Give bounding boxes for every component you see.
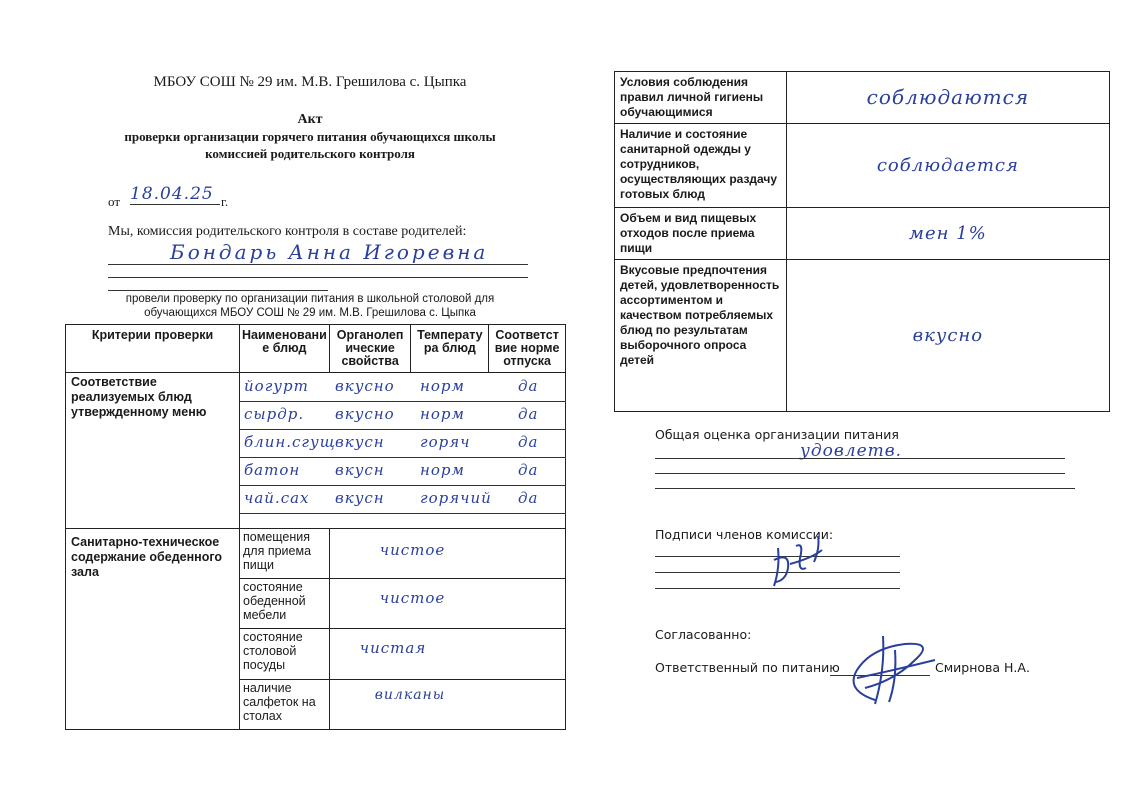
dish-temp: горячий (420, 489, 492, 507)
condition-row (615, 260, 1110, 412)
col-organoleptic: Органолеп ические свойства (329, 325, 411, 373)
responsible-label: Ответственный по питанию (655, 660, 840, 675)
col-temperature: Температу ра блюд (411, 325, 489, 373)
dish-row (240, 491, 566, 514)
overall-line-3 (655, 488, 1075, 489)
overall-value: удовлетв. (800, 441, 903, 461)
overall-line-1 (655, 458, 1065, 459)
dish-taste: вкусн (335, 461, 385, 479)
dish-norm: да (518, 377, 539, 395)
dish-norm: да (518, 405, 539, 423)
date-suffix: г. (221, 194, 229, 209)
act-subtitle-1: проверки организации горячего питания обучающихся школы (124, 129, 496, 144)
dish-name: йогурт (244, 377, 309, 395)
dish-row (240, 463, 566, 486)
condition-value: вкусно (786, 260, 1109, 412)
dish-temp: горяч (420, 433, 471, 451)
col-dish-name: Наименовани е блюд (240, 325, 330, 373)
dish-norm: да (518, 489, 539, 507)
col-norm: Соответст вие норме отпуска (489, 325, 566, 373)
date-prefix: от (108, 194, 121, 209)
sanitary-value: чистое (329, 529, 565, 579)
sanitary-label: состояние столовой посуды (240, 629, 330, 680)
dish-taste: вкусн (335, 489, 385, 507)
dish-taste: вкусн (335, 433, 385, 451)
condition-value: соблюдается (786, 124, 1109, 208)
dish-temp: норм (420, 461, 465, 479)
sanitary-label: помещения для приема пищи (240, 529, 330, 579)
check-text-2: обучающихся МБОУ СОШ № 29 им. М.В. Грешилова с. Цыпка (144, 307, 476, 319)
sanitary-label: состояние обеденной мебели (240, 579, 330, 629)
condition-row (615, 208, 1110, 260)
dish-row (240, 407, 566, 430)
member-line-1 (108, 264, 528, 265)
member-name-handwritten: Бондарь Анна Игоревна (170, 240, 489, 264)
dishes-cell (240, 373, 566, 529)
condition-label: Наличие и состояние санитарной одежды у сотрудников, осуществляющих раздачу готовых блюд (615, 124, 787, 208)
sanitary-row (66, 529, 566, 579)
member-line-2 (108, 277, 528, 278)
criterion-sanitary: Санитарно-техническое содержание обеденного зала (66, 529, 240, 730)
condition-label: Вкусовые предпочтения детей, удовлетворенность ассортиментом и качеством потребляемых блюд по результатам выборочного опроса детей (615, 260, 787, 412)
school-name: МБОУ СОШ № 29 им. М.В. Грешилова с. Цыпка (153, 74, 467, 90)
date-value: 18.04.25 (130, 184, 220, 205)
dish-taste: вкусно (335, 377, 395, 395)
act-title: Акт (297, 112, 323, 127)
dish-temp: норм (420, 377, 465, 395)
condition-label: Объем и вид пищевых отходов после приема пищи (615, 208, 787, 260)
condition-row (615, 124, 1110, 208)
dish-name: блин.сгущ (244, 433, 336, 451)
col-criteria: Критерии проверки (66, 325, 240, 373)
dish-norm: да (518, 433, 539, 451)
commission-text: Мы, комиссия родительского контроля в составе родителей: (108, 224, 467, 239)
menu-compliance-row (66, 373, 566, 529)
conditions-table (614, 71, 1110, 412)
sanitary-value: чистое (329, 579, 565, 629)
dish-taste: вкусно (335, 405, 395, 423)
condition-value: мен 1% (786, 208, 1109, 260)
sanitary-value: вилканы (329, 680, 565, 730)
dish-name: батон (244, 461, 301, 479)
criterion-menu-compliance: Соответствие реализуемых блюд утвержденному меню (66, 373, 240, 529)
overall-label: Общая оценка организации питания (655, 427, 899, 442)
dish-name: чай.сах (244, 489, 310, 507)
condition-value: соблюдаются (786, 72, 1109, 124)
responsible-signature-graphic (835, 630, 945, 710)
sanitary-value: чистая (329, 629, 565, 680)
sanitary-label: наличие салфеток на столах (240, 680, 330, 730)
signatures-label: Подписи членов комиссии: (655, 527, 834, 542)
responsible-name: Смирнова Н.А. (935, 660, 1030, 675)
member-line-3 (108, 290, 328, 291)
dish-norm: да (518, 461, 539, 479)
criteria-table (65, 324, 566, 730)
condition-label: Условия соблюдения правил личной гигиены обучающимися (615, 72, 787, 124)
dish-row (240, 379, 566, 402)
table-header-row (66, 325, 566, 373)
dish-row (240, 435, 566, 458)
overall-line-2 (655, 473, 1065, 474)
act-subtitle-2: комиссией родительского контроля (205, 146, 415, 161)
condition-row (615, 72, 1110, 124)
agreed-label: Согласованно: (655, 627, 752, 642)
dish-temp: норм (420, 405, 465, 423)
dish-name: сырдр. (244, 405, 305, 423)
check-text-1: провели проверку по организации питания в школьной столовой для (125, 293, 495, 305)
member-signature-graphic (760, 528, 840, 592)
